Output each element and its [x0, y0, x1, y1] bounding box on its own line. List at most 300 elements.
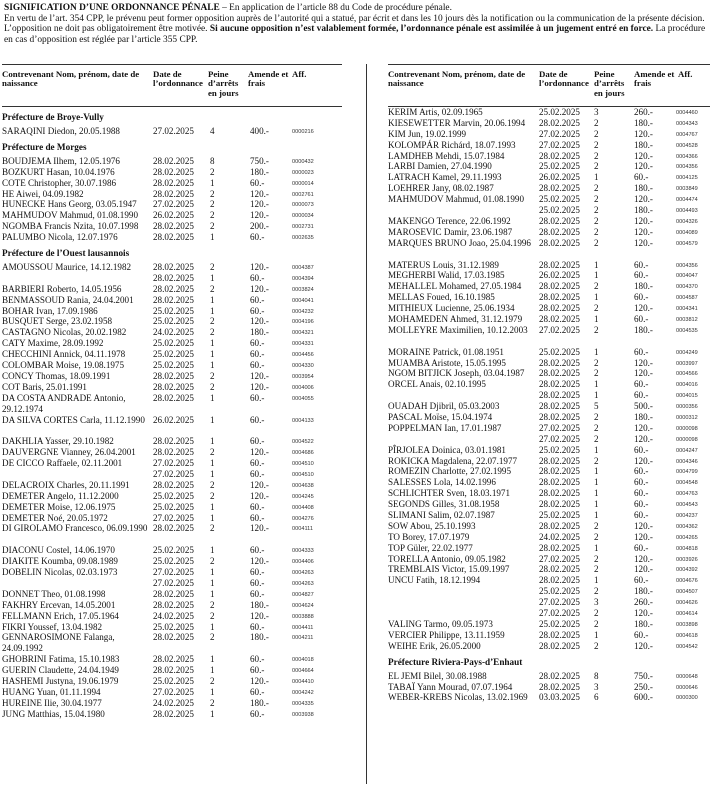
- amende-amount: 60.-: [250, 654, 265, 665]
- ordonnance-date: 24.02.2025: [153, 697, 194, 708]
- affaire-number: 0004799: [676, 469, 698, 476]
- table-row: [2, 156, 342, 167]
- affaire-number: 0004566: [676, 371, 698, 378]
- amende-amount: 120.-: [250, 381, 269, 392]
- ordonnance-date: 28.02.2025: [539, 575, 580, 586]
- amende-amount: 180.-: [250, 327, 269, 338]
- entry-line: [388, 671, 710, 682]
- entry-line: [388, 238, 710, 249]
- table-row: [388, 671, 710, 682]
- entry-line: [2, 306, 342, 317]
- entry-line: [388, 641, 710, 652]
- affaire-number: 0004579: [676, 240, 698, 247]
- entry-line: [2, 480, 342, 491]
- table-row: [388, 575, 710, 619]
- offender-name: TOP Güler, 22.02.1977: [388, 542, 473, 553]
- amende-amount: 60.-: [250, 360, 265, 371]
- table-row: [2, 513, 342, 524]
- peine-days: 1: [210, 545, 215, 556]
- ordonnance-date: 28.02.2025: [153, 232, 194, 243]
- affaire-number: 0000646: [676, 684, 698, 691]
- affaire-number: 0000356: [676, 404, 698, 411]
- peine-days: 1: [594, 270, 599, 281]
- affaire-number: 0004543: [676, 502, 698, 509]
- ordonnance-date: 28.02.2025: [539, 401, 580, 412]
- table-row: [388, 554, 710, 565]
- table-row: [388, 692, 710, 714]
- offender-name: DA SILVA CORTES Carla, 11.12.1990: [2, 414, 145, 425]
- table-row: [388, 129, 710, 140]
- table-row: [388, 194, 710, 216]
- offender-name: GENNAROSIMONE Falanga, 24.09.1992: [2, 632, 115, 654]
- entry-line: [2, 232, 342, 243]
- offender-name: COT Baris, 25.01.1991: [2, 381, 87, 392]
- offender-name: DOBELIN Nicolas, 02.03.1973: [2, 567, 118, 578]
- affaire-number: 0004626: [676, 600, 698, 607]
- entry-line: [388, 423, 710, 434]
- entry-line: [2, 167, 342, 178]
- entry-line: [2, 589, 342, 600]
- table-row: [388, 423, 710, 445]
- amende-amount: 60.-: [634, 542, 649, 553]
- amende-amount: 120.-: [634, 640, 653, 651]
- ordonnance-date: 28.02.2025: [153, 381, 194, 392]
- amende-amount: 60.-: [250, 577, 265, 588]
- amende-amount: 120.-: [634, 433, 653, 444]
- amende-amount: 120.-: [634, 237, 653, 248]
- affaire-number: 0004408: [292, 504, 314, 511]
- peine-days: 2: [210, 447, 215, 458]
- peine-days: 1: [210, 392, 215, 403]
- affaire-number: 0004535: [676, 327, 698, 334]
- amende-amount: 180.-: [634, 586, 653, 597]
- entry-line: [2, 447, 342, 458]
- peine-days: 2: [594, 303, 599, 314]
- entry-line: [388, 161, 710, 172]
- offender-name: BOZKURT Hasan, 10.04.1976: [2, 166, 115, 177]
- peine-days: 1: [594, 542, 599, 553]
- affaire-number: 0004510: [292, 471, 314, 478]
- amende-amount: 60.-: [250, 458, 265, 469]
- ordonnance-date: 25.02.2025: [539, 510, 580, 521]
- offender-name: CASTAGNO Nicolas, 20.02.1982: [2, 327, 127, 338]
- offender-name: HUREINE Ilie, 30.04.1977: [2, 697, 102, 708]
- table-row: [388, 510, 710, 521]
- offender-name: DEMETER Angelo, 11.12.2000: [2, 490, 119, 501]
- ordonnance-date: 27.02.2025: [539, 139, 580, 150]
- ordonnance-date: 28.02.2025: [539, 640, 580, 651]
- affaire-number: 0003926: [676, 556, 698, 563]
- peine-days: 1: [594, 259, 599, 270]
- offender-name: SLIMANI Salim, 02.07.1987: [388, 510, 495, 521]
- affaire-number: 0000216: [292, 129, 314, 135]
- peine-days: 2: [210, 262, 215, 273]
- amende-amount: 60.-: [634, 499, 649, 510]
- table-row: [2, 126, 342, 137]
- ordonnance-date: 28.02.2025: [539, 629, 580, 640]
- affaire-number: 0004015: [676, 393, 698, 400]
- offender-name: HUNECKE Hans Georg, 03.05.1947: [2, 199, 137, 210]
- table-row: [388, 325, 710, 347]
- table-row: [388, 543, 710, 554]
- column-divider: [366, 64, 367, 784]
- offender-name: EL JEMI Bilel, 30.08.1988: [388, 670, 487, 681]
- affaire-number: 0004614: [676, 611, 698, 618]
- affaire-number: 0004016: [676, 382, 698, 389]
- offender-name: BOHAR Ivan, 17.09.1986: [2, 305, 98, 316]
- affaire-number: 0004196: [292, 319, 314, 326]
- peine-days: 1: [594, 172, 599, 183]
- affaire-number: 0004411: [292, 624, 314, 631]
- amende-amount: 180.-: [634, 183, 653, 194]
- offender-name: ROKICKA Magdalena, 22.07.1977: [388, 455, 518, 466]
- entry-line: [388, 499, 710, 510]
- entry-line: [2, 491, 342, 502]
- offender-name: SOW Abou, 25.10.1993: [388, 520, 476, 531]
- offender-name: MAHMUDOV Mahmud, 01.08.1990: [388, 194, 524, 205]
- table-row: [388, 521, 710, 532]
- amende-amount: 60.-: [250, 177, 265, 188]
- peine-days: 2: [594, 139, 599, 150]
- peine-days: 8: [210, 155, 215, 166]
- offender-name: DAKHLIA Yasser, 29.10.1982: [2, 436, 114, 447]
- table-row: [2, 567, 342, 589]
- entry-line: [388, 227, 710, 238]
- amende-amount: 60.-: [634, 510, 649, 521]
- amende-amount: 120.-: [250, 283, 269, 294]
- intro-paragraph: [4, 3, 706, 45]
- peine-days: 2: [210, 479, 215, 490]
- ordonnance-date: 28.02.2025: [153, 155, 194, 166]
- amende-amount: 250.-: [634, 681, 653, 692]
- offender-name: KERIM Artis, 02.09.1965: [388, 107, 483, 117]
- offender-name: ORCEL Anais, 02.10.1995: [388, 379, 486, 390]
- table-row: [388, 532, 710, 543]
- table-row: [2, 632, 342, 654]
- ordonnance-date: 27.02.2025: [153, 512, 194, 523]
- ordonnance-date: 28.02.2025: [153, 447, 194, 458]
- affaire-number: 0004763: [676, 491, 698, 498]
- offender-name: HE Aiwei, 04.09.1982: [2, 188, 84, 199]
- peine-days: 2: [594, 161, 599, 172]
- offender-name: LAMDHEB Mehdi, 15.07.1984: [388, 150, 505, 161]
- affaire-number: 0002635: [292, 235, 314, 242]
- table-row: [388, 445, 710, 456]
- entry-line: [388, 434, 710, 445]
- offender-name: PÎRJOLEA Doinica, 03.01.1981: [388, 444, 506, 455]
- table-row: [388, 682, 710, 693]
- entry-line: [388, 325, 710, 336]
- affaire-number: 0004507: [676, 589, 698, 596]
- amende-amount: 120.-: [634, 553, 653, 564]
- offender-name: VERCIER Philippe, 13.11.1959: [388, 629, 505, 640]
- entry-line: [2, 698, 342, 709]
- offender-name: KOLOMPÁR Richárd, 18.07.1993: [388, 139, 516, 150]
- amende-amount: 60.-: [250, 414, 265, 425]
- affaire-number: 0004018: [292, 657, 314, 664]
- peine-days: 2: [594, 640, 599, 651]
- amende-amount: 120.-: [250, 188, 269, 199]
- offender-name: LOEHRER Jany, 08.02.1987: [388, 183, 494, 194]
- ordonnance-date: 28.02.2025: [539, 259, 580, 270]
- affaire-number: 0004410: [292, 678, 314, 685]
- peine-days: 1: [210, 588, 215, 599]
- entry-line: [2, 316, 342, 327]
- ordonnance-date: 28.02.2025: [153, 654, 194, 665]
- amende-amount: 120.-: [634, 368, 653, 379]
- offender-name: MOHAMEDEN Ahmed, 31.12.1979: [388, 313, 523, 324]
- entry-line: [2, 371, 342, 382]
- ordonnance-date: 25.02.2025: [153, 545, 194, 556]
- table-row: [388, 456, 710, 467]
- entry-line: [2, 545, 342, 556]
- ordonnance-date: 28.02.2025: [153, 588, 194, 599]
- affaire-number: 0004528: [676, 142, 698, 149]
- affaire-number: 0004827: [292, 591, 314, 598]
- offender-name: WEBER-KREBS Nicolas, 13.02.1969: [388, 692, 528, 703]
- ordonnance-date: 25.02.2025: [539, 107, 580, 117]
- offender-name: MITHIEUX Lucienne, 25.06.1934: [388, 303, 515, 314]
- entry-line: [388, 456, 710, 467]
- ordonnance-date: 28.02.2025: [153, 392, 194, 403]
- entry-line: [388, 194, 710, 205]
- offender-name: MOLLEYRE Maximilien, 10.12.2003: [388, 324, 528, 335]
- offender-name: SEGONDS Gilles, 31.08.1958: [388, 499, 500, 510]
- entry-line: [2, 199, 342, 210]
- ordonnance-date: 03.03.2025: [539, 692, 580, 703]
- intro-end-text: La procédure en cas d’opposition est réglée par l’article 355 CPP.: [4, 24, 706, 45]
- peine-days: 2: [594, 281, 599, 292]
- peine-days: 1: [210, 294, 215, 305]
- table-row: [2, 178, 342, 189]
- ordonnance-date: 28.02.2025: [153, 479, 194, 490]
- peine-days: 2: [210, 188, 215, 199]
- amende-amount: 260.-: [634, 107, 653, 117]
- peine-days: 1: [210, 458, 215, 469]
- affaire-number: 0004247: [676, 447, 698, 454]
- affaire-number: 0004624: [292, 602, 314, 609]
- table-row: [388, 564, 710, 575]
- entry-line: [388, 532, 710, 543]
- affaire-number: 0004387: [292, 265, 314, 272]
- entry-line: [2, 458, 342, 469]
- entry-line: [2, 578, 342, 589]
- amende-amount: 180.-: [634, 139, 653, 150]
- header-amende: Amende et frais: [248, 69, 289, 89]
- amende-amount: 180.-: [634, 117, 653, 128]
- amende-amount: 60.-: [250, 501, 265, 512]
- peine-days: 1: [210, 708, 215, 719]
- amende-amount: 120.-: [250, 199, 269, 210]
- offender-name: DA COSTA ANDRADE Antonio, 29.12.1974: [2, 392, 126, 414]
- affaire-number: 0000432: [292, 158, 314, 165]
- amende-amount: 60.-: [634, 172, 649, 183]
- affaire-number: 0004618: [676, 632, 698, 639]
- amende-amount: 60.-: [634, 466, 649, 477]
- entry-line: [2, 709, 342, 720]
- ordonnance-date: 25.02.2025: [153, 338, 194, 349]
- header-name: Contrevenant Nom, prénom, date de naissance: [2, 69, 140, 89]
- offender-name: TORELLA Antonio, 09.05.1982: [388, 553, 506, 564]
- peine-days: 2: [594, 237, 599, 248]
- entry-line: [388, 129, 710, 140]
- table-row: [2, 687, 342, 698]
- table-row: [2, 709, 342, 720]
- ordonnance-date: 27.02.2025: [539, 597, 580, 608]
- amende-amount: 60.-: [250, 272, 265, 283]
- table-row: [2, 676, 342, 687]
- offender-name: POPPELMAN Ian, 17.01.1987: [388, 422, 502, 433]
- peine-days: 4: [210, 126, 215, 136]
- offender-name: ROMEZIN Charlotte, 27.02.1995: [388, 466, 512, 477]
- affaire-number: 0003812: [676, 316, 698, 323]
- header-aff: Aff.: [292, 69, 307, 79]
- peine-days: 1: [594, 313, 599, 324]
- ordonnance-date: 28.02.2025: [539, 670, 580, 681]
- entry-line: [388, 412, 710, 423]
- ordonnance-date: 25.02.2025: [539, 618, 580, 629]
- affaire-number: 0004493: [676, 208, 698, 215]
- amende-amount: 60.-: [250, 686, 265, 697]
- peine-days: 6: [594, 692, 599, 703]
- entry-line: [2, 556, 342, 567]
- peine-days: 1: [210, 349, 215, 360]
- entry-line: [388, 488, 710, 499]
- ordonnance-date: 24.02.2025: [153, 327, 194, 338]
- affaire-number: 0003938: [292, 711, 314, 718]
- entry-line: [388, 107, 710, 118]
- ordonnance-date: 27.02.2025: [539, 608, 580, 619]
- amende-amount: 120.-: [634, 194, 653, 205]
- amende-amount: 60.-: [250, 665, 265, 676]
- amende-amount: 60.-: [634, 259, 649, 270]
- header-date: Date de l’ordonnance: [153, 69, 203, 89]
- header-aff: Aff.: [678, 69, 693, 79]
- affaire-number: 0000098: [676, 425, 698, 432]
- affaire-number: 0004686: [292, 450, 314, 457]
- intro-text: En vertu de l’art. 354 CPP, le prévenu peut former opposition auprès de l’autorité qui a statué, par écrit et dans les 10 jours dès la notification ou la communication de la présente décision. L’opposition ne doit pas obligatoirement être motivée.: [4, 13, 705, 35]
- table-row: [2, 480, 342, 491]
- right-column: [388, 64, 710, 714]
- entry-line: [2, 156, 342, 167]
- entry-line: [388, 281, 710, 292]
- amende-amount: 60.-: [250, 305, 265, 316]
- affaire-number: 0004392: [676, 567, 698, 574]
- amende-amount: 120.-: [634, 303, 653, 314]
- entry-line: [2, 189, 342, 200]
- affaire-number: 0004474: [676, 197, 698, 204]
- affaire-number: 0004326: [676, 218, 698, 225]
- entry-line: [2, 622, 342, 633]
- affaire-number: 0004237: [676, 513, 698, 520]
- entry-line: [388, 358, 710, 369]
- table-row: [2, 338, 342, 349]
- entry-line: [388, 608, 710, 619]
- peine-days: 1: [210, 177, 215, 188]
- amende-amount: 180.-: [634, 205, 653, 216]
- table-row: [388, 619, 710, 630]
- offender-name: GHOBRINI Fatima, 15.10.1983: [2, 654, 120, 665]
- entry-line: [2, 513, 342, 524]
- entry-line: [2, 178, 342, 189]
- amende-amount: 60.-: [250, 512, 265, 523]
- entry-line: [388, 692, 710, 703]
- offender-name: SCHLICHTER Sven, 18.03.1971: [388, 488, 511, 499]
- affaire-number: 0004510: [292, 461, 314, 468]
- ordonnance-date: 28.02.2025: [153, 283, 194, 294]
- offender-name: COTE Christopher, 30.07.1986: [2, 177, 117, 188]
- prefecture-heading: Préfecture de l’Ouest lausannois: [2, 248, 130, 259]
- ordonnance-date: 25.02.2025: [153, 621, 194, 632]
- affaire-number: 0004676: [676, 578, 698, 585]
- affaire-number: 0000648: [676, 673, 698, 680]
- peine-days: 2: [210, 490, 215, 501]
- affaire-number: 0004335: [292, 700, 314, 707]
- ordonnance-date: 24.02.2025: [539, 531, 580, 542]
- header-peine: Peine d’arrêts en jours: [594, 69, 625, 98]
- offender-name: KIESEWETTER Marvin, 20.06.1994: [388, 117, 526, 128]
- offender-name: DE CICCO Raffaele, 02.11.2001: [2, 458, 123, 469]
- affaire-number: 0004522: [292, 439, 314, 446]
- table-row: [2, 306, 342, 317]
- entry-line: [388, 216, 710, 227]
- offender-name: MELLAS Foued, 16.10.1985: [388, 292, 495, 303]
- table-row: [2, 545, 342, 556]
- offender-name: MAHMUDOV Mahmud, 01.08.1990: [2, 210, 138, 221]
- offender-name: DEMETER Moise, 12.06.1975: [2, 501, 116, 512]
- amende-amount: 120.-: [250, 479, 269, 490]
- affaire-number: 0004133: [292, 417, 314, 424]
- entry-line: [2, 469, 342, 480]
- amende-amount: 60.-: [250, 232, 265, 243]
- peine-days: 2: [594, 553, 599, 564]
- amende-amount: 120.-: [634, 150, 653, 161]
- peine-days: 2: [210, 675, 215, 686]
- offender-name: HUANG Yuan, 01.11.1994: [2, 686, 101, 697]
- table-row: [2, 371, 342, 382]
- ordonnance-date: 28.02.2025: [539, 477, 580, 488]
- peine-days: 2: [594, 412, 599, 422]
- ordonnance-date: 26.02.2025: [153, 414, 194, 425]
- amende-amount: 60.-: [634, 477, 649, 488]
- entry-line: [388, 564, 710, 575]
- peine-days: 1: [594, 292, 599, 303]
- ordonnance-date: 28.02.2025: [539, 412, 580, 422]
- amende-amount: 60.-: [250, 588, 265, 599]
- peine-days: 2: [594, 117, 599, 128]
- peine-days: 1: [210, 338, 215, 349]
- ordonnance-date: 25.02.2025: [539, 194, 580, 205]
- table-row: [2, 382, 342, 393]
- table-row: [2, 189, 342, 200]
- table-row: [2, 556, 342, 567]
- entry-line: [388, 118, 710, 129]
- amende-amount: 60.-: [634, 270, 649, 281]
- peine-days: 1: [210, 621, 215, 632]
- affaire-number: 0000014: [292, 180, 314, 187]
- amende-amount: 60.-: [250, 349, 265, 360]
- peine-days: 1: [210, 686, 215, 697]
- table-row: [2, 654, 342, 665]
- entry-line: [388, 477, 710, 488]
- ordonnance-date: 28.02.2025: [153, 272, 194, 283]
- entry-line: [2, 273, 342, 284]
- entry-line: [388, 292, 710, 303]
- peine-days: 1: [594, 379, 599, 390]
- affaire-number: 0004089: [676, 229, 698, 236]
- peine-days: 1: [210, 436, 215, 447]
- table-row: [388, 641, 710, 652]
